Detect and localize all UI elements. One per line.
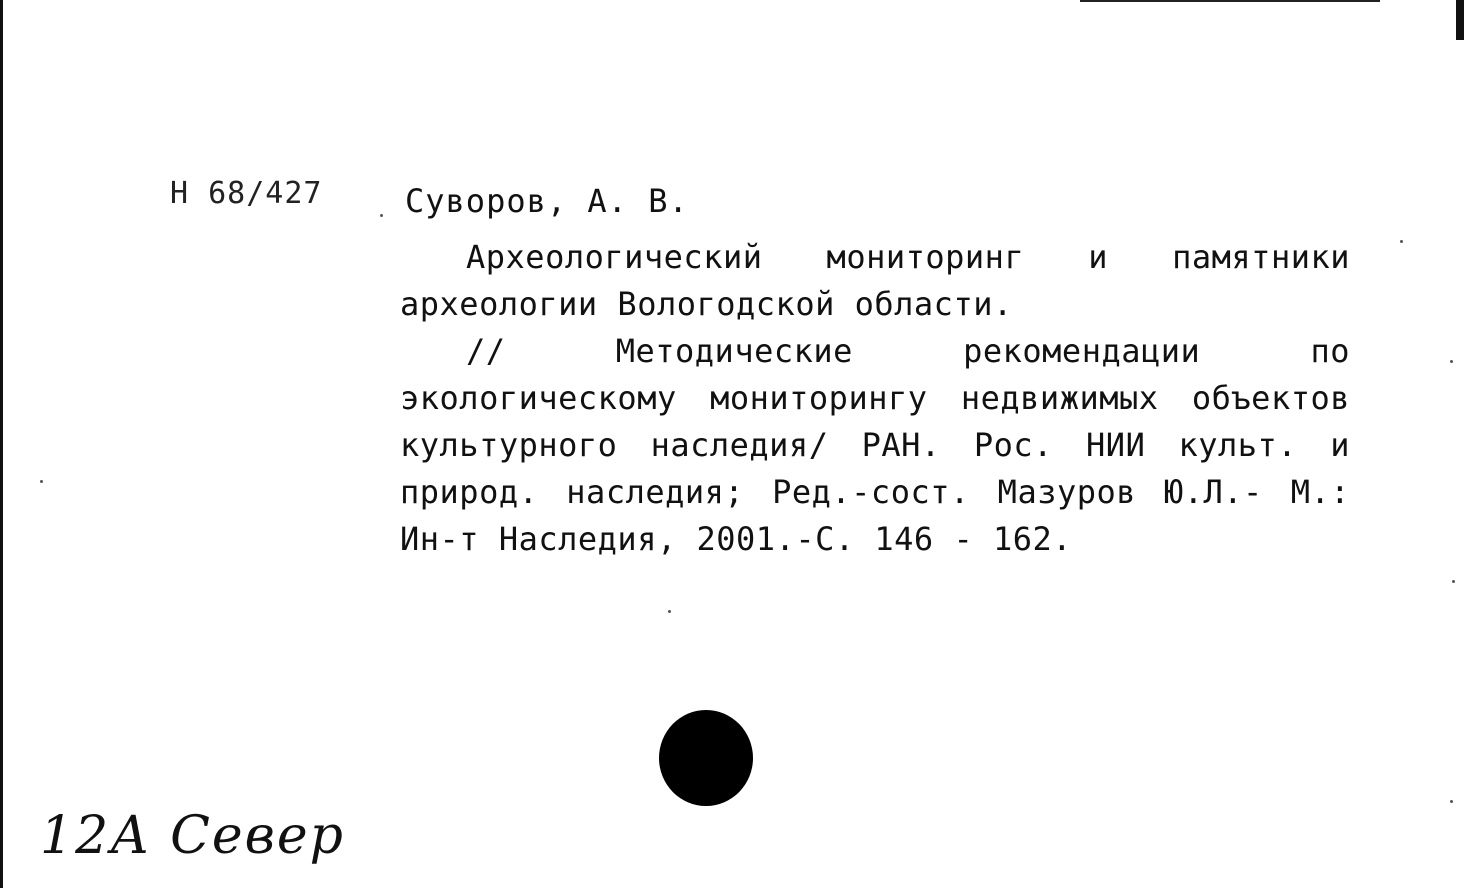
scan-speck	[1400, 240, 1403, 243]
scan-speck	[1452, 580, 1455, 583]
card-top-edge-mark	[1080, 0, 1380, 2]
title-paragraph: Археологический мониторинг и памятники археологии Вологодской области.	[400, 238, 1350, 323]
scan-speck	[1450, 800, 1453, 803]
scan-speck	[668, 610, 671, 613]
source-paragraph: // Методические рекомендации по экологическому мониторингу недвижимых объектов культурного наследия/ РАН. Рос. НИИ культ. и природ. наследия; Ред.-сост. Мазуров Ю.Л.- М.: Ин-т Наследия, 2001.-С. 146 - 162.	[400, 332, 1350, 558]
card-right-edge-mark	[1456, 0, 1464, 40]
author-name: Суворов, А. В.	[405, 182, 689, 220]
shelf-mark: Н 68/427	[170, 176, 323, 211]
punch-hole	[659, 710, 753, 806]
card-left-edge	[0, 0, 3, 888]
bibliographic-description	[400, 234, 1350, 563]
scan-speck	[380, 214, 383, 217]
scan-speck	[1450, 360, 1453, 363]
handwritten-note: 12А Север	[40, 806, 345, 866]
scan-speck	[40, 480, 43, 483]
